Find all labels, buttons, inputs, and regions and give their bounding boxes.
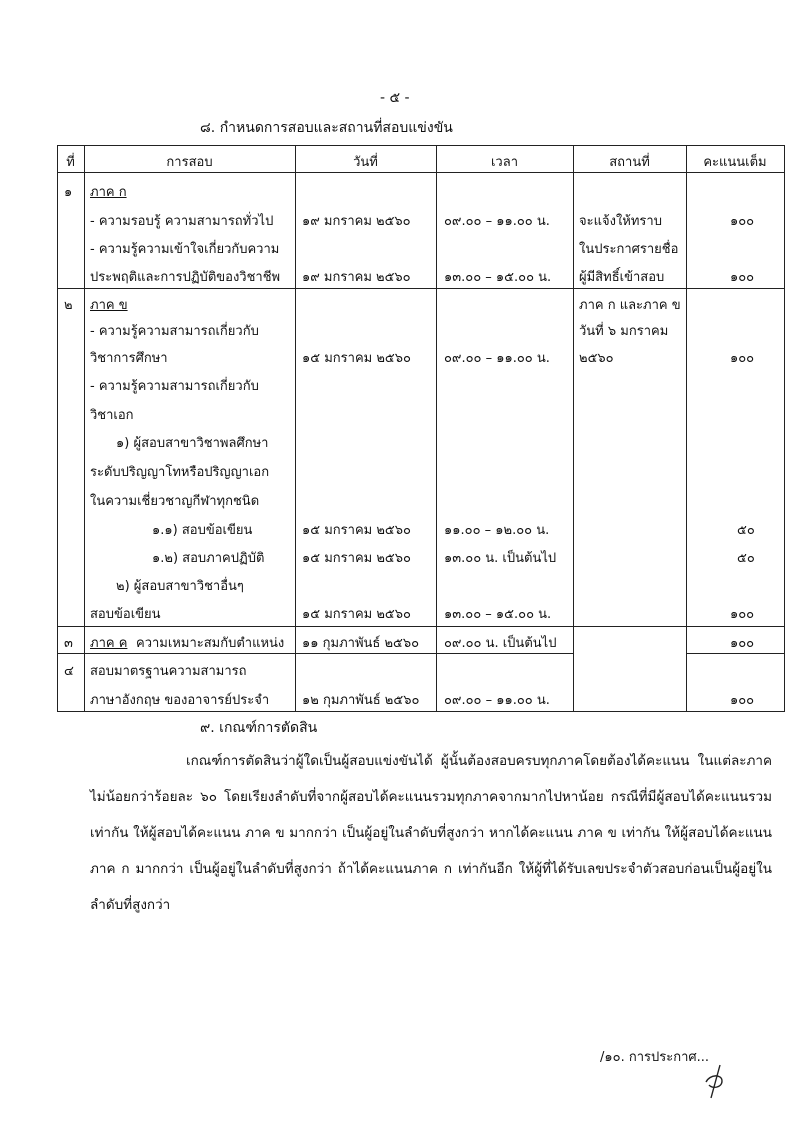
section-9-title: ๙. เกณฑ์การตัดสิน [200,720,318,736]
table-line [436,145,437,712]
header-no: ที่ [66,155,75,170]
row2-date-d: ๑๕ มกราคม ๒๕๖๐ [302,607,411,622]
row1-place2: ในประกาศรายชื่อ [579,242,679,257]
table-line [784,145,785,712]
header-date: วันที่ [353,155,378,170]
row2-time-a: ๐๙.๐๐ – ๑๑.๐๐ น. [444,351,550,366]
row3-no: ๓ [64,636,73,651]
row1-time1: ๐๙.๐๐ – ๑๑.๐๐ น. [444,214,550,229]
row4-no: ๔ [64,664,74,679]
table-line [57,145,785,146]
table-line [57,145,58,712]
row3-part: ภาค ค [90,636,128,651]
header-place: สถานที่ [609,155,650,170]
row1-item2b: ประพฤติและการปฏิบัติของวิชาชีพ [90,270,281,285]
table-line [686,145,687,712]
table-line [84,145,85,712]
table-line [57,653,573,654]
row1-time2: ๑๓.๐๐ – ๑๕.๐๐ น. [444,270,552,285]
row1-score1: ๑๐๐ [730,214,755,229]
row2-line6: ระดับปริญญาโทหรือปริญญาเอก [90,465,270,480]
row2-place3: ๒๕๖๐ [579,351,614,366]
row2-date-b: ๑๕ มกราคม ๒๕๖๐ [302,523,411,538]
section-9-body [90,743,772,923]
row2-line5: ๑) ผู้สอบสาขาวิชาพลศึกษา [116,436,269,451]
table-line [57,172,785,173]
row2-line8: ๑.๑) สอบข้อเขียน [152,523,253,538]
row2-place2: วันที่ ๖ มกราคม [579,324,669,339]
header-exam: การสอบ [166,155,213,170]
row3-time: ๐๙.๐๐ น. เป็นต้นไป [444,636,557,651]
table-line [686,653,785,654]
row2-line4: วิชาเอก [90,408,134,423]
row1-date1: ๑๙ มกราคม ๒๕๖๐ [302,214,411,229]
row2-line10: ๒) ผู้สอบสาขาวิชาอื่นๆ [116,579,244,594]
table-line [295,145,296,712]
row3-date: ๑๑ กุมภาพันธ์ ๒๕๖๐ [302,636,420,651]
row2-line1: - ความรู้ความสามารถเกี่ยวกับ [90,324,259,339]
table-line [57,626,785,627]
row2-line3: - ความรู้ความสามารถเกี่ยวกับ [90,379,259,394]
initials-signature [700,1062,730,1104]
row2-part: ภาค ข [90,298,128,313]
row2-line7: ในความเชี่ยวชาญกีฬาทุกชนิด [90,494,260,509]
row3-score: ๑๐๐ [730,636,755,651]
table-line [57,711,785,712]
row2-score-b: ๕๐ [737,523,755,538]
row1-date2: ๑๙ มกราคม ๒๕๖๐ [302,270,411,285]
table-line [57,288,785,289]
row4-date: ๑๒ กุมภาพันธ์ ๒๕๖๐ [302,693,420,708]
header-score: คะแนนเต็ม [703,155,767,170]
row2-line2: วิชาการศึกษา [90,351,168,366]
row2-time-b: ๑๑.๐๐ – ๑๒.๐๐ น. [444,523,550,538]
row4-line2: ภาษาอังกฤษ ของอาจารย์ประจำ [90,693,270,708]
row3-desc: ความเหมาะสมกับตำแหน่ง [136,636,285,651]
row1-item2a: - ความรู้ความเข้าใจเกี่ยวกับความ [90,242,280,257]
section-9-paragraph: เกณฑ์การตัดสินว่าผู้ใดเป็นผู้สอบแข่งขันได้ ผู้นั้นต้องสอบครบทุกภาคโดยต้องได้คะแนน ในแต่ละภาคไม่น้อยกว่าร้อยละ ๖๐ โดยเรียงลำดับที่จากผู้สอบได้คะแนนรวมทุกภาคจากมากไปหาน้อย กรณีที่มีผู้สอบได้คะแนนรวมเท่ากัน ให้ผู้สอบได้คะแนน ภาค ข มากกว่า เป็นผู้อยู่ในลำดับที่สูงกว่า หากได้คะแนน ภาค ข เท่ากัน ให้ผู้สอบได้คะแนนภาค ก มากกว่า เป็นผู้อยู่ในลำดับที่สูงกว่า ถ้าได้คะแนนภาค ก เท่ากันอีก ให้ผู้ที่ได้รับเลขประจำตัวสอบก่อนเป็นผู้อยู่ในลำดับที่สูงกว่า [90,753,772,913]
page-number: - ๕ - [380,90,410,106]
section-8-title: ๘. กำหนดการสอบและสถานที่สอบแข่งขัน [200,120,453,136]
row2-time-c: ๑๓.๐๐ น. เป็นต้นไป [444,551,557,566]
table-line [573,145,574,712]
row2-score-c: ๕๐ [737,551,755,566]
row4-score: ๑๐๐ [730,693,755,708]
row2-time-d: ๑๓.๐๐ – ๑๕.๐๐ น. [444,607,552,622]
row2-score-d: ๑๐๐ [730,607,755,622]
row4-line1: สอบมาตรฐานความสามารถ [90,664,247,679]
row1-place3: ผู้มีสิทธิ์เข้าสอบ [579,270,665,285]
row1-no: ๑ [64,185,73,200]
row4-time: ๐๙.๐๐ – ๑๑.๐๐ น. [444,693,550,708]
row1-place1: จะแจ้งให้ทราบ [579,214,662,229]
row2-line11: สอบข้อเขียน [90,607,161,622]
row1-item1: - ความรอบรู้ ความสามารถทั่วไป [90,214,274,229]
row2-date-c: ๑๕ มกราคม ๒๕๖๐ [302,551,411,566]
header-time: เวลา [490,155,518,170]
row2-line9: ๑.๒) สอบภาคปฏิบัติ [152,551,265,566]
row2-place1: ภาค ก และภาค ข [579,298,681,313]
row1-score2: ๑๐๐ [730,270,755,285]
continuation-note: /๑๐. การประกาศ... [600,1050,710,1065]
row2-date-a: ๑๕ มกราคม ๒๕๖๐ [302,351,411,366]
row1-part: ภาค ก [90,185,127,200]
row2-no: ๒ [64,298,73,313]
row2-score-a: ๑๐๐ [730,351,755,366]
